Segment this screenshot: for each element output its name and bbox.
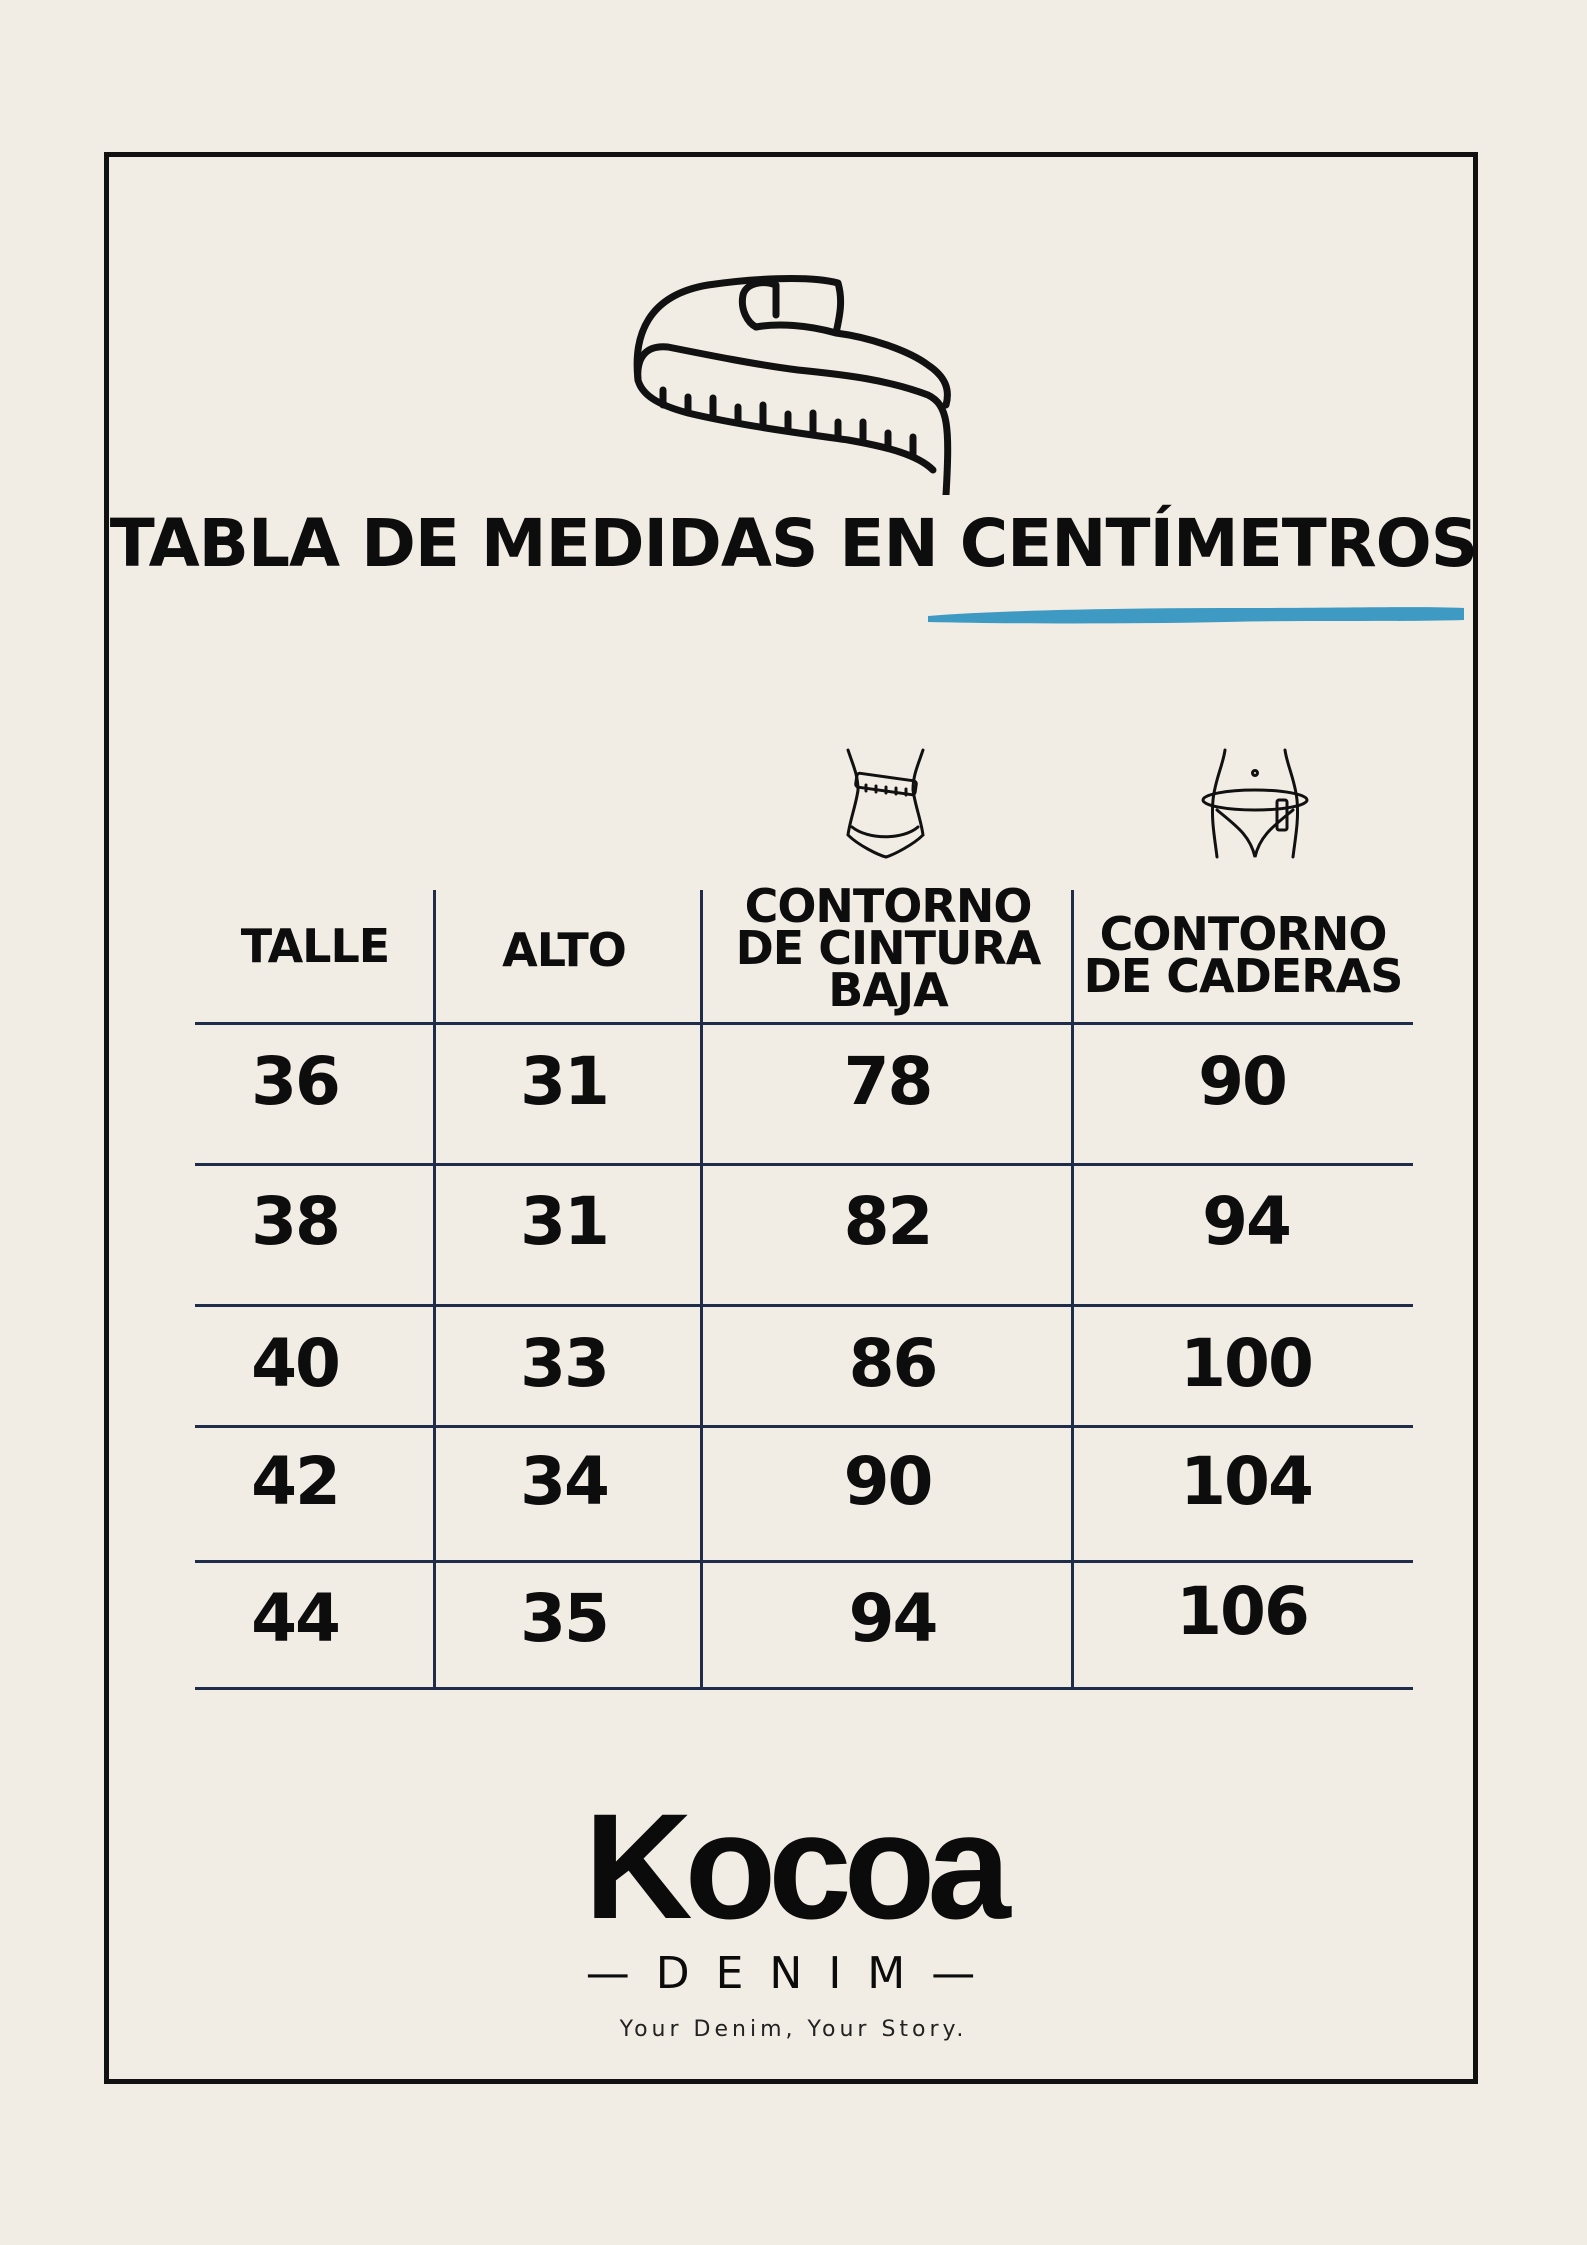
- row-divider: [195, 1163, 1413, 1166]
- table-cell: 31: [520, 1043, 608, 1120]
- table-cell: 34: [520, 1443, 608, 1520]
- row-divider: [195, 1425, 1413, 1428]
- hip-measure-icon: [1195, 745, 1315, 860]
- table-cell: 33: [520, 1325, 608, 1402]
- col-divider: [433, 890, 436, 1690]
- measuring-tape-icon: [628, 255, 958, 495]
- row-divider: [195, 1304, 1413, 1307]
- table-cell: 40: [251, 1325, 339, 1402]
- col-divider: [1071, 890, 1074, 1690]
- header-talle: TALLE: [240, 919, 390, 973]
- size-table: [195, 879, 1413, 1690]
- table-cell: 38: [251, 1183, 339, 1260]
- table-cell: 90: [843, 1443, 932, 1520]
- table-cell: 44: [251, 1580, 339, 1657]
- brand-tagline: Your Denim, Your Story.: [619, 2017, 968, 2042]
- table-cell: 106: [1176, 1573, 1308, 1650]
- header-alto: ALTO: [502, 923, 626, 977]
- table-cell: 94: [848, 1580, 937, 1657]
- table-cell: 100: [1180, 1325, 1312, 1402]
- header-caderas: CONTORNO DE CADERAS: [1083, 907, 1403, 1003]
- brand-subtitle: —DENIM—: [585, 1948, 1002, 1999]
- table-cell: 94: [1202, 1183, 1290, 1260]
- table-cell: 35: [520, 1580, 608, 1657]
- brand-logo: Kocoa: [584, 1782, 1003, 1950]
- table-cell: 86: [848, 1325, 937, 1402]
- page-title: TABLA DE MEDIDAS EN CENTÍMETROS: [109, 505, 1478, 582]
- table-cell: 82: [843, 1183, 932, 1260]
- table-cell: 42: [251, 1443, 339, 1520]
- waist-measure-icon: [838, 745, 933, 860]
- row-divider: [195, 1560, 1413, 1563]
- header-cintura: CONTORNO DE CINTURA BAJA: [735, 879, 1041, 1017]
- table-cell: 104: [1180, 1443, 1312, 1520]
- table-cell: 90: [1198, 1043, 1286, 1120]
- row-divider: [195, 1687, 1413, 1690]
- accent-underline: [926, 600, 1466, 628]
- row-divider: [195, 1022, 1413, 1025]
- table-cell: 31: [520, 1183, 608, 1260]
- table-cell: 78: [843, 1043, 932, 1120]
- table-cell: 36: [251, 1043, 339, 1120]
- col-divider: [700, 890, 703, 1690]
